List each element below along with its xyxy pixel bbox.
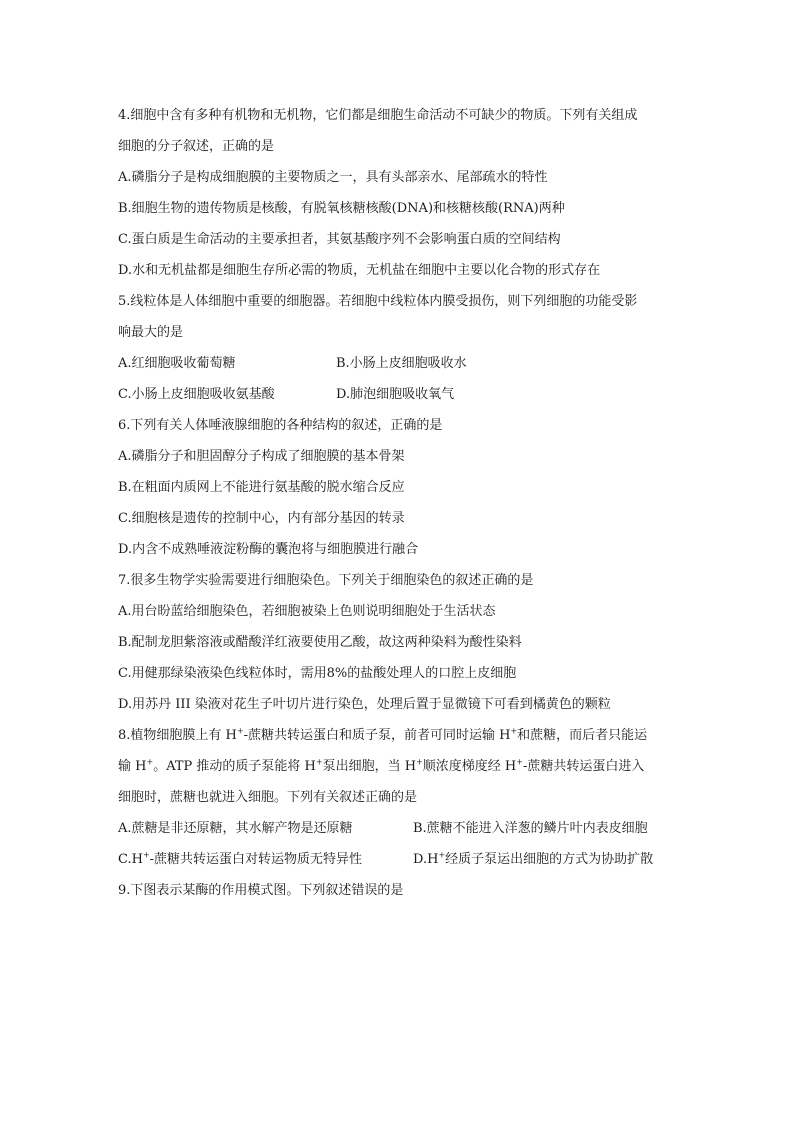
question-stem-line: 4.细胞中含有多种有机物和无机物，它们都是细胞生命活动不可缺少的物质。下列有关组成 bbox=[118, 108, 638, 123]
option-a: A.红细胞吸收葡萄糖 bbox=[118, 356, 236, 371]
option-row bbox=[118, 379, 678, 410]
question-stem-line: 8.植物细胞膜上有 H+-蔗糖共转运蛋白和质子泵，前者可同时运输 H+和蔗糖，而后者只能运 bbox=[118, 726, 648, 743]
question-list bbox=[118, 100, 678, 906]
superscript-plus: + bbox=[416, 757, 423, 767]
option-d: D.内含不成熟唾液淀粉酶的囊泡将与细胞膜进行融合 bbox=[118, 542, 419, 557]
superscript-plus: + bbox=[146, 757, 154, 767]
option-row bbox=[118, 813, 678, 844]
option-a: A.磷脂分子和胆固醇分子构成了细胞膜的基本骨架 bbox=[118, 449, 405, 464]
question-7 bbox=[118, 565, 678, 720]
superscript-plus: + bbox=[315, 757, 323, 767]
option-d: D.肺泡细胞吸收氧气 bbox=[336, 387, 455, 402]
question-4 bbox=[118, 100, 678, 286]
question-stem-line: 6.下列有关人体唾液腺细胞的各种结构的叙述，正确的是 bbox=[118, 418, 443, 433]
option-b: B.蔗糖不能进入洋葱的鳞片叶内表皮细胞 bbox=[413, 821, 648, 836]
question-stem-line: 细胞时，蔗糖也就进入细胞。下列有关叙述正确的是 bbox=[118, 790, 418, 805]
option-b: B.配制龙胆紫溶液或醋酸洋红液要使用乙酸，故这两种染料为酸性染料 bbox=[118, 635, 522, 650]
option-b: B.小肠上皮细胞吸收水 bbox=[336, 356, 467, 371]
option-d: D.水和无机盐都是细胞生存所必需的物质，无机盐在细胞中主要以化合物的形式存在 bbox=[118, 263, 601, 278]
option-c: C.H+-蔗糖共转运蛋白对转运物质无特异性 bbox=[118, 850, 363, 867]
superscript-plus: + bbox=[142, 850, 150, 860]
option-c: C.细胞核是遗传的控制中心，内有部分基因的转录 bbox=[118, 511, 405, 526]
superscript-plus: + bbox=[236, 726, 244, 736]
option-d: D.用苏丹 III 染液对花生子叶切片进行染色，处理后置于显微镜下可看到橘黄色的颗粒 bbox=[118, 697, 611, 712]
option-b: B.细胞生物的遗传物质是核酸，有脱氧核糖核酸(DNA)和核糖核酸(RNA)两种 bbox=[118, 201, 565, 216]
option-row bbox=[118, 844, 678, 875]
question-stem-line: 7.很多生物学实验需要进行细胞染色。下列关于细胞染色的叙述正确的是 bbox=[118, 573, 534, 588]
question-5 bbox=[118, 286, 678, 410]
option-d: D.H+经质子泵运出细胞的方式为协助扩散 bbox=[413, 850, 654, 867]
option-c: C.蛋白质是生命活动的主要承担者，其氨基酸序列不会影响蛋白质的空间结构 bbox=[118, 232, 561, 247]
question-stem-line: 输 H+。ATP 推动的质子泵能将 H+泵出细胞，当 H+顺浓度梯度经 H+-蔗糖共转运蛋白进入 bbox=[118, 757, 645, 774]
option-c: C.用健那绿染液染色线粒体时，需用8%的盐酸处理人的口腔上皮细胞 bbox=[118, 666, 517, 681]
question-stem-line: 5.线粒体是人体细胞中重要的细胞器。若细胞中线粒体内膜受损伤，则下列细胞的功能受影 bbox=[118, 294, 638, 309]
superscript-plus: + bbox=[438, 850, 446, 860]
question-stem-line: 细胞的分子叙述，正确的是 bbox=[118, 139, 275, 154]
question-8 bbox=[118, 720, 678, 875]
question-9 bbox=[118, 875, 678, 906]
superscript-plus: + bbox=[510, 726, 518, 736]
option-a: A.蔗糖是非还原糖，其水解产物是还原糖 bbox=[118, 821, 353, 836]
superscript-plus: + bbox=[516, 757, 523, 767]
option-b: B.在粗面内质网上不能进行氨基酸的脱水缩合反应 bbox=[118, 480, 405, 495]
question-stem-line: 响最大的是 bbox=[118, 325, 184, 340]
question-stem-line: 9.下图表示某酶的作用模式图。下列叙述错误的是 bbox=[118, 883, 404, 898]
question-6 bbox=[118, 410, 678, 565]
option-a: A.用台盼蓝给细胞染色，若细胞被染上色则说明细胞处于生活状态 bbox=[118, 604, 496, 619]
option-c: C.小肠上皮细胞吸收氨基酸 bbox=[118, 387, 275, 402]
option-a: A.磷脂分子是构成细胞膜的主要物质之一，具有头部亲水、尾部疏水的特性 bbox=[118, 170, 548, 185]
option-row bbox=[118, 348, 678, 379]
